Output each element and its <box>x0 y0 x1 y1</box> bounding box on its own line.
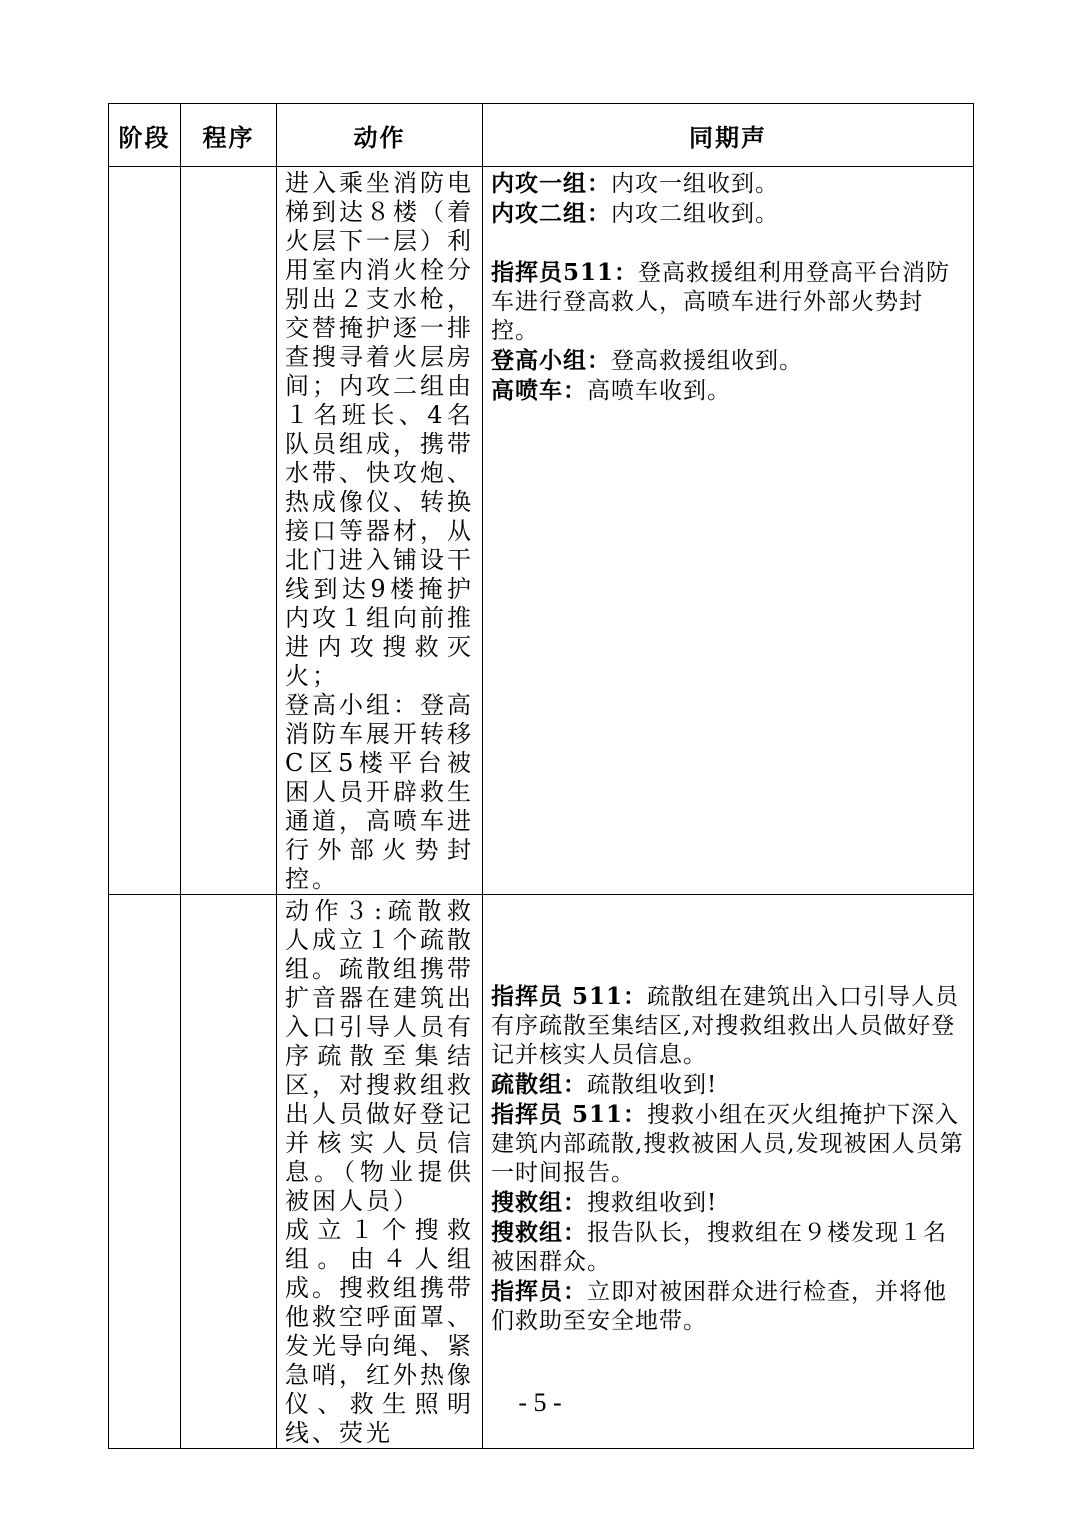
voice-text <box>483 167 973 406</box>
header-stage: 阶段 <box>109 104 181 167</box>
speaker-label: 疏散组： <box>491 1071 587 1098</box>
table-header-row <box>109 104 974 167</box>
action-text <box>277 895 482 1448</box>
page-number: - 5 - <box>518 1388 562 1417</box>
table-row <box>109 167 974 895</box>
stage-cell <box>109 167 181 895</box>
speaker-label: 内攻一组： <box>491 170 611 197</box>
speaker-label: 指挥员 511： <box>491 1101 648 1128</box>
action-paragraph: 进入乘坐消防电梯到达８楼（着火层下一层）利用室内消火栓分别出２支水枪，交替掩护逐一排查搜寻着火层房间；内攻二组由１名班长、4名队员组成，携带水带、快攻炮、热成像仪、转换接口等器材，从北门进入铺设干线到达9楼掩护内攻１组向前推进内攻搜救灭火； <box>285 169 474 690</box>
dialogue-text: 登高救援组收到。 <box>611 348 803 374</box>
voice-text <box>483 895 973 1336</box>
procedure-cell <box>181 895 277 1449</box>
voice-cell <box>483 167 974 895</box>
speaker-label: 指挥员511： <box>491 259 639 286</box>
dialogue-line <box>491 346 965 376</box>
dialogue-line <box>491 376 965 406</box>
action-text <box>277 167 482 894</box>
dialogue-line <box>491 982 965 1070</box>
dialogue-line <box>491 1100 965 1188</box>
procedure-cell <box>181 167 277 895</box>
speaker-label: 内攻二组： <box>491 200 611 227</box>
dialogue-line <box>491 1070 965 1100</box>
script-table <box>108 103 974 1449</box>
speaker-label: 搜救组： <box>491 1219 587 1246</box>
dialogue-text: 内攻二组收到。 <box>611 201 779 227</box>
speaker-label: 高喷车： <box>491 377 587 404</box>
dialogue-line <box>491 169 965 199</box>
header-procedure: 程序 <box>181 104 277 167</box>
action-cell <box>277 167 483 895</box>
action-paragraph: 登高小组：登高消防车展开转移C区5楼平台被困人员开辟救生通道，高喷车进行外部火势封控。 <box>285 691 474 893</box>
dialogue-text: 报告队长，搜救组在９楼发现１名被困群众。 <box>491 1220 947 1275</box>
speaker-label: 指挥员 511： <box>491 983 648 1010</box>
dialogue-line <box>491 258 965 346</box>
dialogue-text: 搜救小组在灭火组掩护下深入建筑内部疏散,搜救被困人员,发现被困人员第一时间报告。 <box>491 1102 964 1186</box>
voice-cell <box>483 895 974 1449</box>
dialogue-text: 高喷车收到。 <box>587 378 731 404</box>
dialogue-text: 内攻一组收到。 <box>611 171 779 197</box>
header-voice: 同期声 <box>483 104 974 167</box>
table-row <box>109 895 974 1449</box>
dialogue-line <box>491 1188 965 1218</box>
header-action: 动作 <box>277 104 483 167</box>
dialogue-text: 疏散组在建筑出入口引导人员有序疏散至集结区,对搜救组救出人员做好登记并核实人员信息。 <box>491 984 960 1068</box>
action-paragraph: 动作３:疏散救人成立１个疏散组。疏散组携带扩音器在建筑出入口引导人员有序疏散至集结区，对搜救组救出人员做好登记并核实人员信息。（物业提供被困人员） <box>285 897 474 1215</box>
dialogue-text: 疏散组收到! <box>587 1072 718 1098</box>
dialogue-text: 登高救援组利用登高平台消防车进行登高救人，高喷车进行外部火势封控。 <box>491 260 951 344</box>
speaker-label: 搜救组： <box>491 1189 587 1216</box>
dialogue-line <box>491 1218 965 1277</box>
action-cell <box>277 895 483 1449</box>
spacer <box>491 229 965 258</box>
speaker-label: 登高小组： <box>491 347 611 374</box>
speaker-label: 指挥员： <box>491 1278 587 1305</box>
stage-cell <box>109 895 181 1449</box>
action-paragraph: 成立１个搜救组。由４人组成。搜救组携带他救空呼面罩、发光导向绳、紧急哨，红外热像仪、救生照明线、荧光 <box>285 1216 474 1447</box>
dialogue-text: 立即对被困群众进行检查，并将他们救助至安全地带。 <box>491 1279 947 1334</box>
dialogue-line <box>491 1277 965 1336</box>
dialogue-text: 搜救组收到! <box>587 1190 718 1216</box>
dialogue-line <box>491 199 965 229</box>
